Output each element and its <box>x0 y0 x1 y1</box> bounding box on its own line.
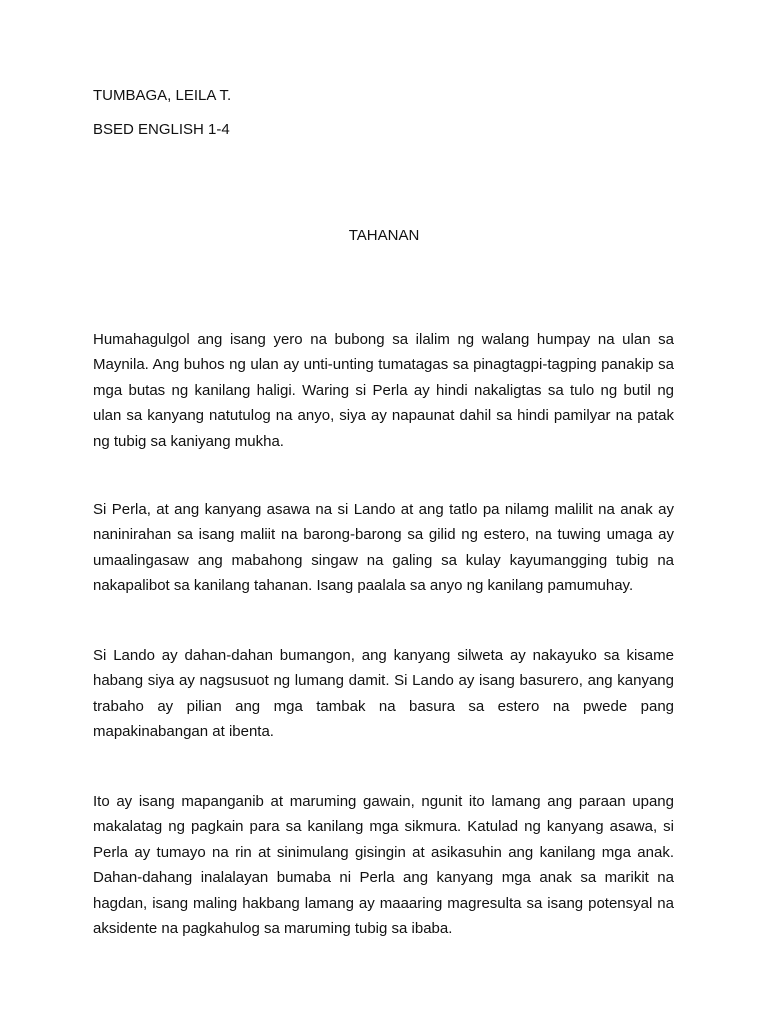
paragraph-1: Humahagulgol ang isang yero na bubong sa ilalim ng walang humpay na ulan sa Maynila. Ang buhos ng ulan ay unti-unting tumatagas sa pinagtagpi-tagping panakip sa mga butas ng kanilang haligi. Waring si Perla ay hindi nakaligtas sa tulo ng butil ng ulan sa kanyang natutulog na anyo, siya ay napaunat dahil sa hindi pamilyar na patak ng tubig sa kaniyang mukha. <box>93 331 674 450</box>
author-name: TUMBAGA, LEILA T. <box>93 87 232 104</box>
paragraph-2: Si Perla, at ang kanyang asawa na si Lando at ang tatlo pa nilamg malilit na anak ay naninirahan sa isang maliit na barong-barong sa gilid ng estero, na tuwing umaga ay umaalingasaw ang mabahong singaw na galing sa kulay kayumangging tubig na nakapalibot sa kanilang tahanan. Isang paalala sa anyo ng kanilang pamumuhay. <box>93 501 674 595</box>
paragraph-4: Ito ay isang mapanganib at maruming gawain, ngunit ito lamang ang paraan upang makalatag ng pagkain para sa kanilang mga sikmura. Katulad ng kanyang asawa, si Perla ay tumayo na rin at sinimulang gisingin at asikasuhin ang kanilang mga anak. Dahan-dahang inalalayan bumaba ni Perla ang kanyang mga anak sa marikit na hagdan, isang maling hakbang lamang ay maaaring magresulta sa isang potensyal na aksidente na pagkahulog sa maruming tubig sa ibaba. <box>93 793 674 938</box>
document-title: TAHANAN <box>348 227 420 244</box>
paragraph-3: Si Lando ay dahan-dahan bumangon, ang kanyang silweta ay nakayuko sa kisame habang siya ay nagsusuot ng lumang damit. Si Lando ay isang basurero, ang kanyang trabaho ay pilian ang mga tambak na basura sa estero na pwede pang mapakinabangan at ibenta. <box>93 647 674 741</box>
course-section: BSED ENGLISH 1-4 <box>93 121 230 138</box>
